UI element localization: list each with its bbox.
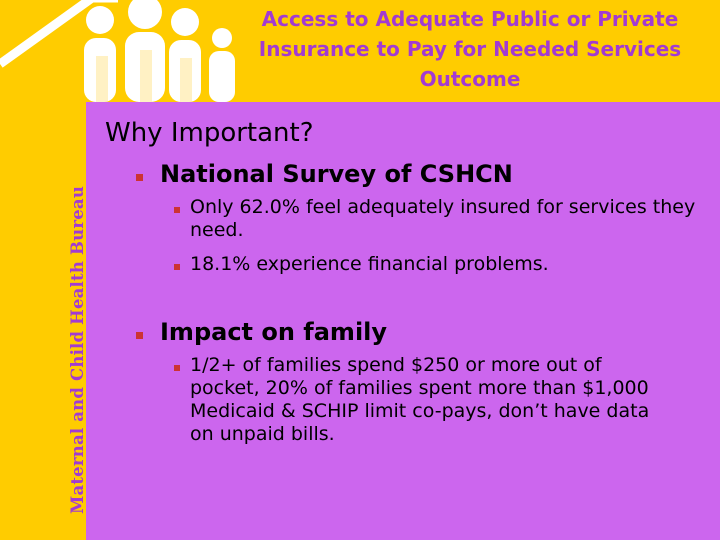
title-line-3: Outcome (419, 67, 521, 91)
bullet-square-icon (174, 207, 180, 213)
section-heading: Why Important? (105, 118, 314, 148)
bullet-square-icon (174, 365, 180, 371)
sub-bullet-family-costs: 1/2+ of families spend $250 or more out of pocket, 20% of families spent more than $1,000 Medicaid & SCHIP limit co-pays, don’t have data on unpaid bills. (190, 354, 650, 445)
sub-bullet-financial: 18.1% experience financial problems. (190, 253, 549, 275)
bullet-square-icon (136, 332, 143, 339)
sub-bullet-insured: Only 62.0% feel adequately insured for services they need. (190, 196, 696, 241)
slide-title (236, 4, 704, 94)
bullet-impact: Impact on family (160, 318, 388, 346)
title-line-1: Access to Adequate Public or Private (261, 7, 679, 31)
family-logo-icon (0, 0, 250, 102)
organization-label: Maternal and Child Health Bureau (68, 185, 87, 514)
title-line-2: Insurance to Pay for Needed Services (258, 37, 682, 61)
bullet-square-icon (136, 174, 143, 181)
bullet-square-icon (174, 264, 180, 270)
bullet-survey: National Survey of CSHCN (160, 160, 513, 188)
